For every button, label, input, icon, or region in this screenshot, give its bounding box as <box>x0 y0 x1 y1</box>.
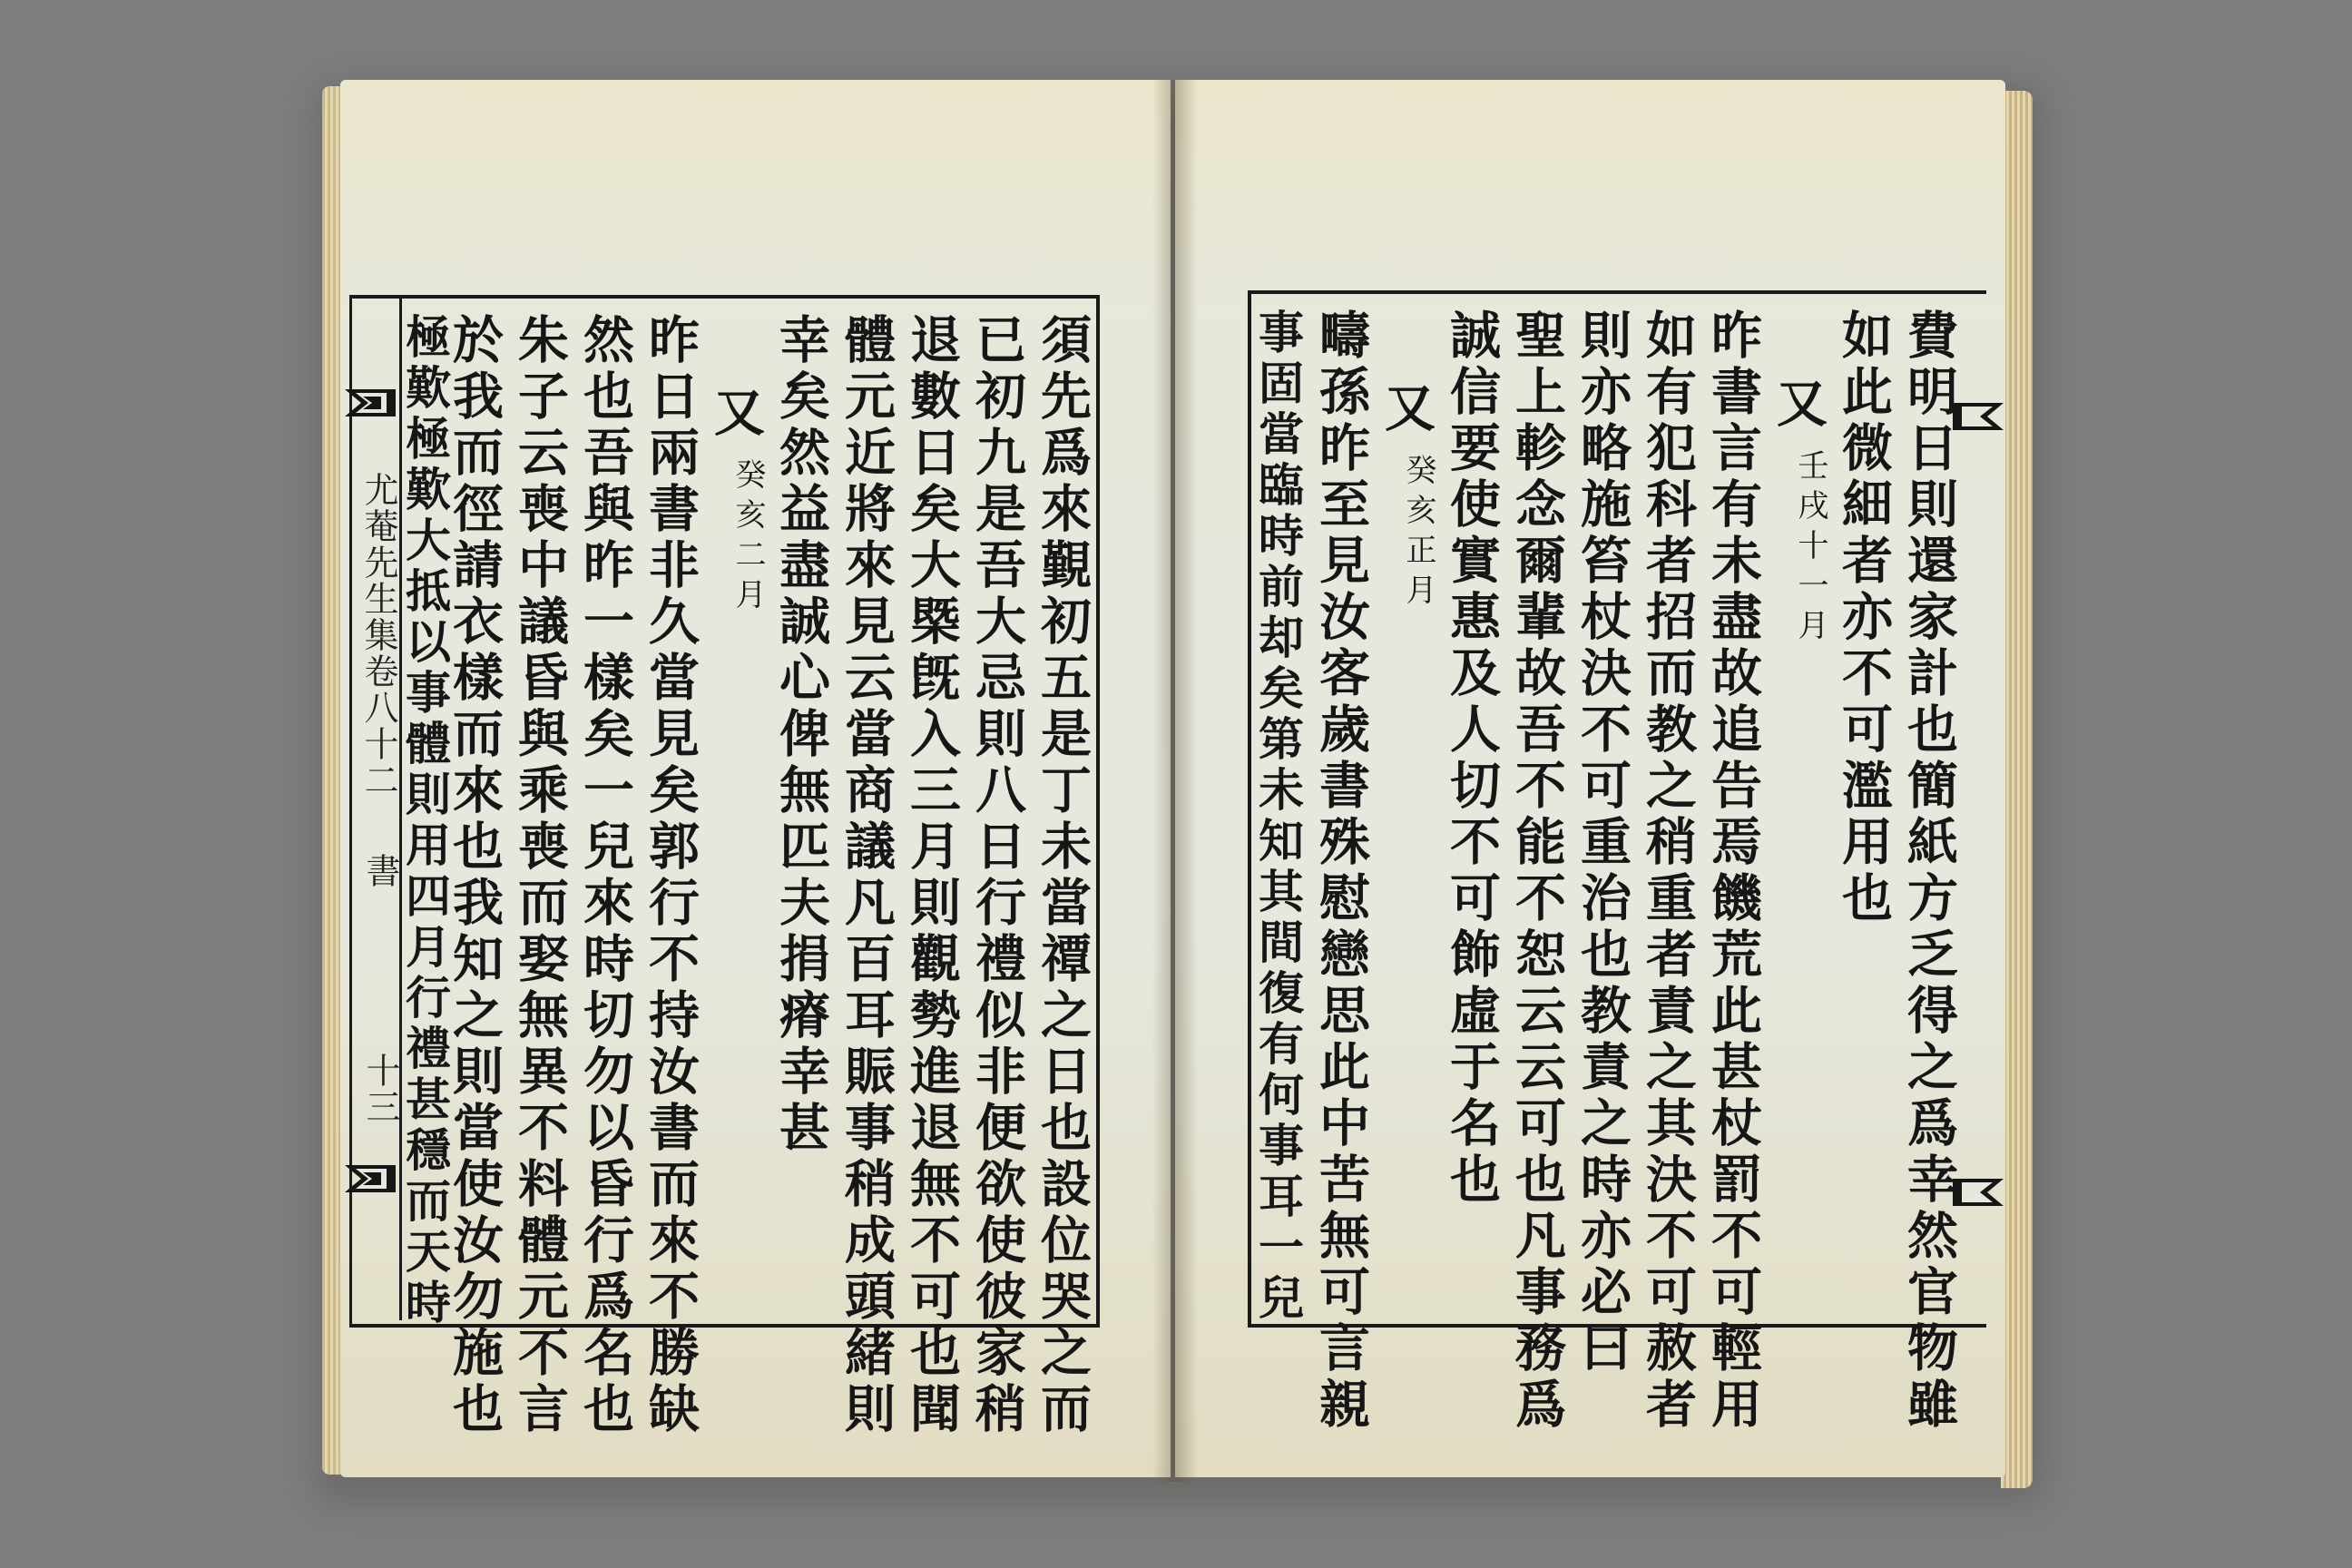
page-number-margin: 十三 <box>360 1053 400 1125</box>
left-column-1: 須先爲來覲初五是丁未當禫之日也設位哭之而 <box>1033 313 1093 1438</box>
left-column-2: 已初九是吾大忌則八日行禮似非便欲使彼家稍 <box>967 313 1027 1438</box>
left-column-5: 幸矣然益盡誠心俾無匹夫捐瘠幸甚 <box>771 313 831 1157</box>
right-heading-you: 又 <box>1769 377 1828 433</box>
section-label-margin: 書 <box>360 853 400 889</box>
right-page-edges <box>2001 91 2033 1488</box>
right-heading-you-2: 又 <box>1377 381 1436 437</box>
right-column-6: 聖上軫念爾輩故吾不能不恕云云可也凡事務爲 <box>1507 309 1567 1434</box>
right-column-2: 如此微細者亦不可濫用也 <box>1834 309 1894 927</box>
left-column-8: 朱子云喪中議昏與乘喪而娶無異不料體元不言 <box>510 313 570 1438</box>
left-column-6: 昨日兩書非久當見矣郭行不持汝書而來不勝缺 <box>641 313 701 1438</box>
left-column-3: 退數日矣大槩旣入三月則觀勢進退無不可也聞 <box>902 313 962 1438</box>
right-heading-date-2: 癸亥正月 <box>1400 454 1436 613</box>
left-heading-date: 癸亥二月 <box>730 458 766 618</box>
right-column-7: 誠信要使實惠及人切不可飾虛于名也 <box>1442 309 1502 1209</box>
lower-fishtail-mark-icon <box>343 1161 397 1196</box>
right-column-8: 疇孫昨至見汝客歲書殊慰戀思此中苦無可言親 <box>1311 309 1371 1434</box>
book-title-margin: 尤菴先生集卷八十二 <box>358 472 398 799</box>
right-column-9: 事固當臨時前却矣第未知其間復有何事耳一兒 <box>1251 309 1305 1325</box>
upper-fishtail-mark-icon <box>343 386 397 420</box>
right-column-5: 則亦略施笞杖決不可重治也教責之時亦必曰 <box>1573 309 1632 1377</box>
right-column-4: 如有犯科者招而教之稍重者責之其決不可赦者 <box>1638 309 1698 1434</box>
right-column-3: 昨書言有未盡故追告焉饑荒此甚杖罰不可輕用 <box>1703 309 1763 1434</box>
left-column-7: 然也吾與昨一樣矣一兒來時切勿以昏行爲名也 <box>575 313 635 1438</box>
book-gutter <box>1152 80 1198 1482</box>
right-column-1: 費明日則還家計也簡紙方乏得之爲幸然官物雖 <box>1899 309 1959 1434</box>
left-column-4: 體元近將來見云當商議凡百耳賑事稍成頭緒則 <box>837 313 897 1438</box>
left-column-10: 極歎極歎大抵以事體則用四月行禮甚穩而天時 <box>398 313 452 1329</box>
left-column-9: 於我而徑請衣樣而來也我知之則當使汝勿施也 <box>445 313 505 1438</box>
right-heading-date: 壬戌十一月 <box>1792 449 1828 649</box>
left-heading-you: 又 <box>706 386 766 442</box>
